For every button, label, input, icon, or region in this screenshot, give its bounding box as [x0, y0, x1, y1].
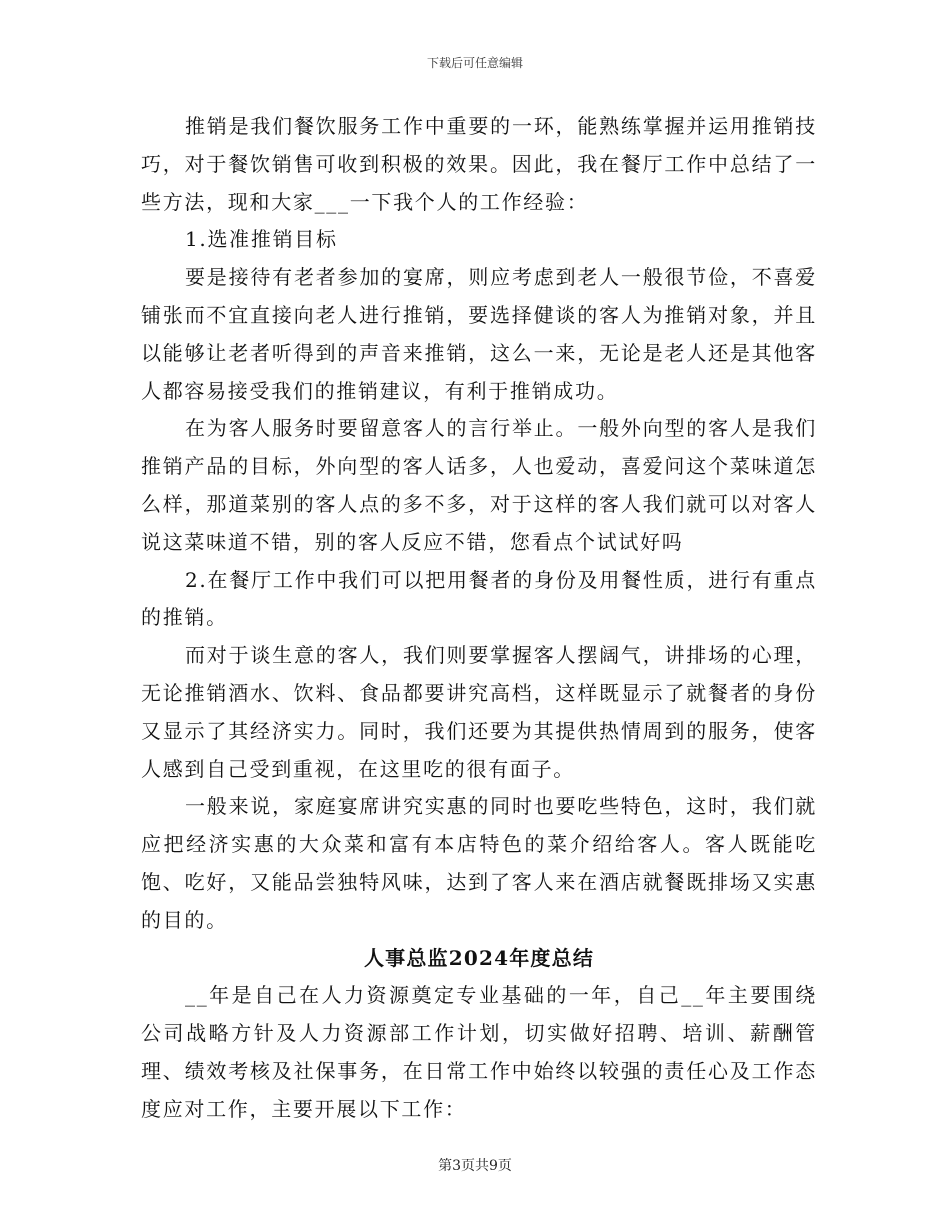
page-number: 第3页共9页	[438, 1158, 512, 1174]
item-2-heading: 2.在餐厅工作中我们可以把用餐者的身份及用餐性质，进行有重点的推销。	[141, 567, 817, 630]
paragraph-hr-summary: __年是自己在人力资源奠定专业基础的一年，自己__年主要围绕公司战略方针及人力资源部工作计划，切实做好招聘、培训、薪酬管理、绩效考核及社保事务，在日常工作中始终以较强的责任心及工作态度应对工作，主要开展以下工作：	[141, 983, 817, 1121]
paragraph-family-banquet: 一般来说，家庭宴席讲究实惠的同时也要吃些特色，这时，我们就应把经济实惠的大众菜和富有本店特色的菜介绍给客人。客人既能吃饱、吃好，又能品尝独特风味，达到了客人来在酒店就餐既排场又实惠的目的。	[141, 794, 817, 932]
page-header: 下载后可任意编辑	[426, 56, 523, 70]
document-body	[141, 108, 817, 1129]
section-title: 人事总监2024年度总结	[363, 945, 595, 970]
paragraph-business-guests: 而对于谈生意的客人，我们则要掌握客人摆阔气，讲排场的心理，无论推销酒水、饮料、食品都要讲究高档，这样既显示了就餐者的身份又显示了其经济实力。同时，我们还要为其提供热情周到的服务，使客人感到自己受到重视，在这里吃的很有面子。	[141, 643, 817, 781]
paragraph-elderly-guests: 要是接待有老者参加的宴席，则应考虑到老人一般很节俭，不喜爱铺张而不宜直接向老人进行推销，要选择健谈的客人为推销对象，并且以能够让老者听得到的声音来推销，这么一来，无论是老人还是其他客人都容易接受我们的推销建议，有利于推销成功。	[141, 265, 817, 403]
paragraph-outgoing-guests: 在为客人服务时要留意客人的言行举止。一般外向型的客人是我们推销产品的目标，外向型的客人话多，人也爱动，喜爱问这个菜味道怎么样，那道菜别的客人点的多不多，对于这样的客人我们就可以对客人说这菜味道不错，别的客人反应不错，您看点个试试好吗	[141, 416, 817, 554]
item-1-heading: 1.选准推销目标	[185, 227, 338, 252]
intro-paragraph: 推销是我们餐饮服务工作中重要的一环，能熟练掌握并运用推销技巧，对于餐饮销售可收到积极的效果。因此，我在餐厅工作中总结了一些方法，现和大家___一下我个人的工作经验：	[141, 114, 817, 214]
